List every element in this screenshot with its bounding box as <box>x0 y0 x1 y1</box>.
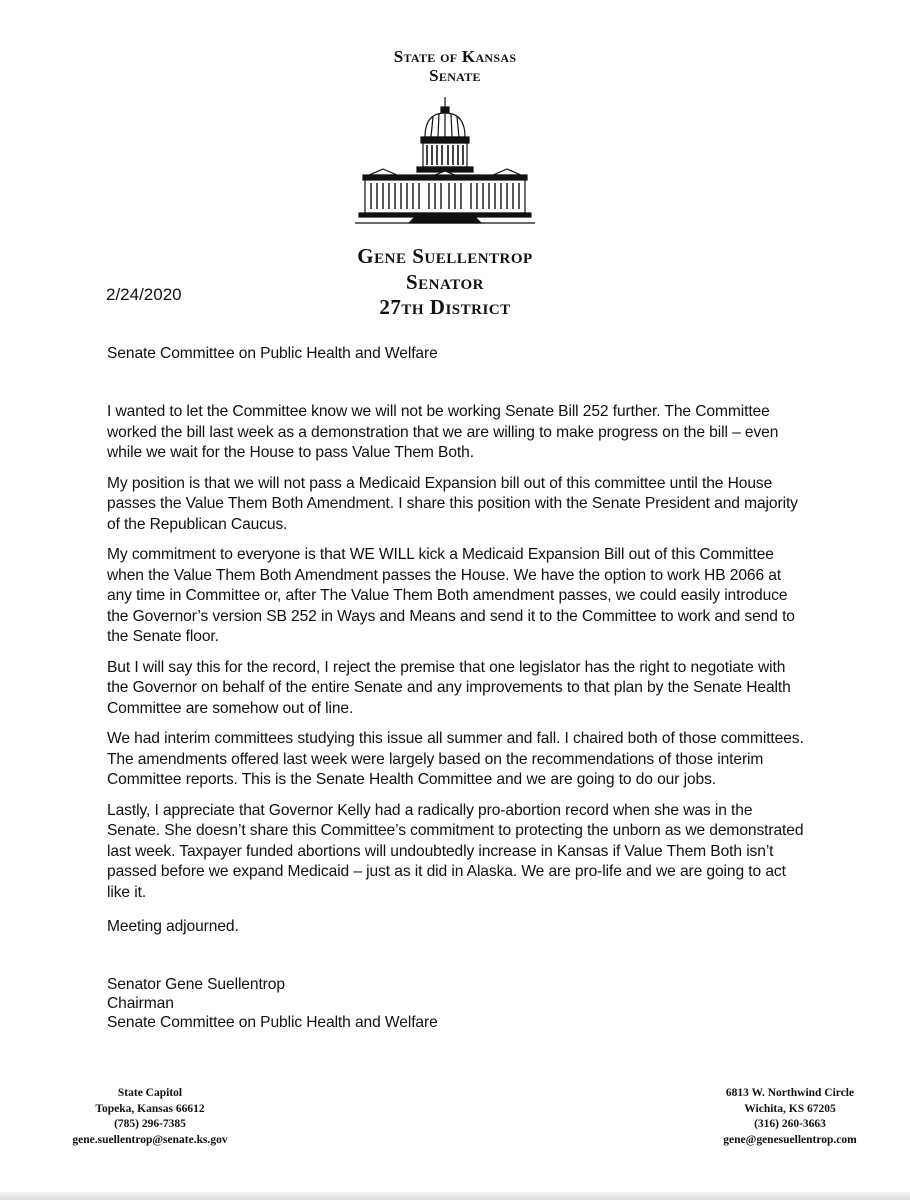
paragraph: We had interim committees studying this issue all summer and fall. I chaired both of those committees. The amendments offered last week were largely based on the recommendations of those interim Committee reports. This is the Senate Health Committee and we are going to do our jobs. <box>107 730 804 788</box>
footer-home-address <box>690 1086 890 1148</box>
footer-left-line: State Capitol <box>117 1087 183 1099</box>
footer-left-line: Topeka, Kansas 66612 <box>95 1102 205 1115</box>
senator-name: Gene Suellentrop <box>357 244 533 268</box>
paragraph: I wanted to let the Committee know we will not be working Senate Bill 252 further. The Committee worked the bill last week as a demonstration that we are willing to make progress on the bill – even while we wait for the House to pass Value Them Both. <box>107 403 779 461</box>
footer-right-email: gene@genesuellentrop.com <box>723 1133 857 1146</box>
signature-committee: Senate Committee on Public Health and Welfare <box>107 1014 438 1031</box>
footer-right-line: Wichita, KS 67205 <box>744 1102 836 1115</box>
addressee: Senate Committee on Public Health and Welfare <box>107 345 438 362</box>
letterhead-state: State of Kansas <box>393 47 517 66</box>
scan-edge-divider <box>0 1192 910 1200</box>
closing-line: Meeting adjourned. <box>107 918 239 935</box>
paragraph: My commitment to everyone is that WE WILL kick a Medicaid Expansion Bill out of this Committee when the Value Them Both Amendment passes the House. We have the option to work HB 2066 at any time in Committee or, after The Value Them Both amendment passes, we could easily introduce the Governor’s version SB 252 in Ways and Means and send it to the Committee to work and send to the Senate floor. <box>107 546 795 645</box>
footer-capitol-address <box>40 1086 260 1148</box>
signature-block <box>107 975 807 1032</box>
senator-title: Senator <box>406 270 484 294</box>
letter-body <box>107 402 807 913</box>
paragraph: Lastly, I appreciate that Governor Kelly had a radically pro-abortion record when she was in the Senate. She doesn’t share this Committee’s commitment to protecting the unborn as we demonstrated last week. Taxpayer funded abortions will undoubtedly increase in Kansas if Value Them Both isn’t passed before we expand Medicaid – just as it did in Alaska. We are pro-life and we are going to act like it. <box>107 801 804 901</box>
letter-date: 2/24/2020 <box>106 285 182 304</box>
signature-name: Senator Gene Suellentrop <box>107 976 285 993</box>
footer-right-line: (316) 260-3663 <box>754 1118 826 1130</box>
letterhead-senate: Senate <box>429 66 481 85</box>
paragraph: My position is that we will not pass a Medicaid Expansion bill out of this committee until the House passes the Value Them Both Amendment. I share this position with the Senate President and majority of the Republican Caucus. <box>107 474 798 533</box>
footer-right-line: 6813 W. Northwind Circle <box>725 1087 855 1099</box>
paragraph: But I will say this for the record, I reject the premise that one legislator has the right to negotiate with the Governor on behalf of the entire Senate and any improvements to that plan by the Senate Health Committee are somehow out of line. <box>107 658 791 717</box>
kansas-capitol-building-icon <box>355 95 535 225</box>
footer-left-email: gene.suellentrop@senate.ks.gov <box>72 1133 228 1146</box>
footer-left-line: (785) 296-7385 <box>114 1118 186 1130</box>
signature-role: Chairman <box>107 995 174 1012</box>
senator-district: 27th District <box>379 295 511 319</box>
